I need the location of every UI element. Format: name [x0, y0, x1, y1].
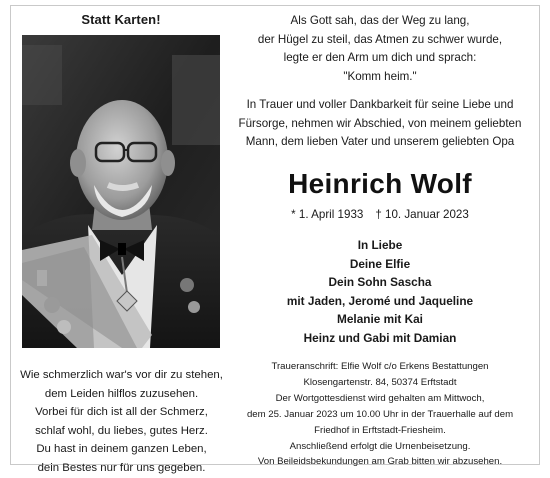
mourner-line: Dein Sohn Sascha: [328, 275, 432, 290]
mourner-line: In Liebe: [357, 238, 403, 252]
deceased-name: Heinrich Wolf: [288, 168, 472, 199]
info-line: Anschließend erfolgt die Urnenbeisetzung.: [289, 440, 471, 452]
life-dates: [230, 208, 530, 221]
info-line: Friedhof in Erftstadt-Friesheim.: [314, 424, 446, 436]
intro-text: [230, 96, 530, 152]
poem-line: der Hügel zu steil, das Atmen zu schwer wurde,: [257, 32, 503, 46]
closing-poem-line: dein Bestes nur für uns gegeben.: [37, 461, 206, 474]
mourner-line: Heinz und Gabi mit Damian: [303, 330, 457, 345]
poem-line: Als Gott sah, das der Weg zu lang,: [290, 14, 470, 27]
intro-line: Fürsorge, nehmen wir Abschied, von meinem geliebten: [238, 116, 522, 130]
intro-line: In Trauer und voller Dankbarkeit für seine Liebe und: [246, 98, 514, 111]
info-line: dem 25. Januar 2023 um 10.00 Uhr in der Trauerhalle auf dem: [246, 408, 514, 420]
info-line: Traueranschrift: Elfie Wolf c/o Erkens Bestattungen: [271, 361, 489, 372]
funeral-info: [230, 359, 530, 470]
statt-karten-note: Statt Karten!: [81, 12, 161, 27]
portrait-illustration: [22, 35, 220, 348]
closing-poem: [14, 366, 229, 478]
closing-poem-line: Vorbei für dich ist all der Schmerz,: [35, 406, 208, 419]
poem-line: legte er den Arm um dich und sprach:: [283, 51, 477, 65]
closing-poem-line: dem Leiden hilflos zuzusehen.: [44, 387, 199, 400]
closing-poem-line: Du hast in deinem ganzen Leben,: [36, 443, 207, 456]
info-line: Klosengartenstr. 84, 50374 Erftstadt: [303, 376, 457, 388]
death-date: † 10. Januar 2023: [375, 208, 469, 221]
closing-poem-line: Wie schmerzlich war's vor dir zu stehen,: [20, 369, 223, 381]
portrait-photo: [22, 35, 220, 348]
mourners-list: [230, 236, 530, 348]
poem-line: "Komm heim.": [343, 69, 417, 83]
closing-poem-line: schlaf wohl, du liebes, gutes Herz.: [35, 424, 208, 437]
info-line: Von Beileidsbekundungen am Grab bitten wir abzusehen.: [257, 456, 503, 468]
intro-line: Mann, dem lieben Vater und unserem geliebten Opa: [245, 135, 515, 149]
birth-date: * 1. April 1933: [291, 208, 364, 221]
info-line: Der Wortgottesdienst wird gehalten am Mittwoch,: [275, 392, 485, 404]
opening-poem: [230, 12, 530, 86]
mourner-line: Melanie mit Kai: [337, 312, 423, 327]
mourner-line: Deine Elfie: [349, 256, 411, 271]
mourner-line: mit Jaden, Jeromé und Jaqueline: [286, 293, 474, 308]
